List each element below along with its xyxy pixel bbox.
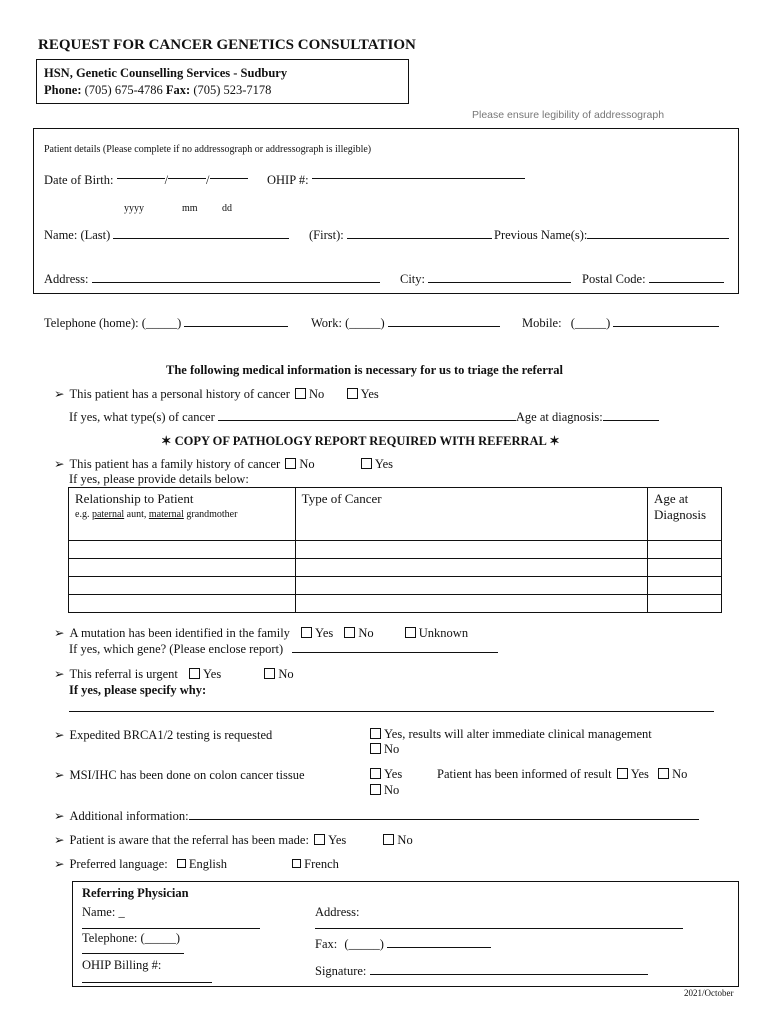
cancer-types-field[interactable]: If yes, what type(s) of cancer Age at diagnosis: [69, 409, 659, 425]
dob-mm-hint: mm [182, 203, 198, 214]
physician-fax-field[interactable]: Fax: (_____) [315, 936, 491, 952]
form-version-date: 2021/October [684, 988, 734, 998]
name-first-field[interactable]: (First): [309, 227, 492, 243]
cancer-type-header: Type of Cancer [295, 488, 647, 541]
physician-name-label: Name: _ [82, 905, 125, 919]
brca-yes-checkbox[interactable] [370, 728, 381, 739]
mutation-question: ➢ A mutation has been identified in the family Yes No Unknown [54, 626, 469, 640]
ohip-label: OHIP #: [267, 173, 309, 187]
physician-telephone-line[interactable] [82, 953, 184, 954]
phone-label: Phone: [44, 83, 82, 97]
legibility-note: Please ensure legibility of addressograph [472, 109, 665, 121]
name-last-field[interactable]: Name: (Last) [44, 227, 289, 243]
fax-label: Fax: [165, 83, 191, 97]
mutation-no-checkbox[interactable] [344, 627, 355, 638]
physician-address-label: Address: [315, 905, 360, 919]
msi-question: ➢ MSI/IHC has been done on colon cancer tissue [54, 768, 305, 782]
informed-question: Patient has been informed of result Yes No [437, 767, 688, 781]
previous-names-field[interactable]: Previous Name(s): [494, 227, 729, 243]
aware-yes-checkbox[interactable] [314, 834, 325, 845]
physician-telephone-field[interactable]: Telephone: (_____) [82, 931, 181, 945]
physician-ohip-label: OHIP Billing #: [82, 958, 162, 972]
urgent-why-line[interactable] [69, 711, 714, 712]
french-checkbox[interactable] [292, 859, 301, 868]
table-row[interactable] [69, 595, 722, 613]
brca-no-option: No [368, 742, 399, 757]
relationship-header: Relationship to Patient e.g. paternal aunt, maternal grandmother [69, 488, 296, 541]
brca-yes-option: Yes, results will alter immediate clinical management [368, 727, 652, 742]
personal-history-question: ➢ This patient has a personal history of cancer No Yes [54, 387, 379, 401]
msi-no-option: No [368, 783, 399, 798]
table-row[interactable] [69, 541, 722, 559]
pathology-note: ✶ COPY OF PATHOLOGY REPORT REQUIRED WITH REFERRAL ✶ [161, 434, 560, 448]
physician-ohip-line[interactable] [82, 982, 212, 983]
msi-yes-checkbox[interactable] [370, 768, 381, 779]
clinic-fax: (705) 523-7178 [193, 83, 272, 97]
address-field[interactable]: Address: [44, 271, 380, 287]
family-details-note: If yes, please provide details below: [69, 472, 249, 486]
dob-yyyy-hint: yyyy [124, 203, 144, 214]
family-history-question: ➢ This patient has a family history of cancer No Yes [54, 457, 394, 471]
physician-address-line[interactable] [315, 928, 683, 929]
patient-details-intro: Patient details (Please complete if no addressograph or addressograph is illegible) [44, 144, 372, 155]
english-checkbox[interactable] [177, 859, 186, 868]
aware-question: ➢ Patient is aware that the referral has been made: Yes No [54, 833, 413, 847]
personal-history-yes-checkbox[interactable] [347, 388, 358, 399]
relationship-example: e.g. paternal aunt, maternal grandmother [75, 509, 238, 520]
mutation-yes-checkbox[interactable] [301, 627, 312, 638]
physician-heading: Referring Physician [82, 886, 189, 900]
postal-code-field[interactable]: Postal Code: [582, 271, 724, 287]
family-history-yes-checkbox[interactable] [361, 458, 372, 469]
dob-dd-hint: dd [222, 203, 232, 214]
urgent-question: ➢ This referral is urgent Yes No [54, 667, 294, 681]
physician-signature-field[interactable]: Signature: [315, 963, 648, 979]
physician-name-line[interactable] [82, 928, 260, 929]
family-history-no-checkbox[interactable] [285, 458, 296, 469]
table-row[interactable] [69, 577, 722, 595]
which-gene-field[interactable]: If yes, which gene? (Please enclose report) [69, 641, 498, 657]
medical-heading: The following medical information is necessary for us to triage the referral [166, 363, 564, 377]
msi-no-checkbox[interactable] [370, 784, 381, 795]
additional-info-field[interactable]: ➢ Additional information: [54, 808, 699, 824]
urgent-no-checkbox[interactable] [264, 668, 275, 679]
family-history-table [68, 487, 722, 613]
urgent-yes-checkbox[interactable] [189, 668, 200, 679]
telephone-work-field[interactable]: Work: (_____) [311, 315, 500, 331]
mutation-unknown-checkbox[interactable] [405, 627, 416, 638]
brca-question: ➢ Expedited BRCA1/2 testing is requested [54, 728, 273, 742]
dob-label: Date of Birth: [44, 173, 114, 187]
city-field[interactable]: City: [400, 271, 571, 287]
clinic-box [36, 59, 409, 104]
age-header: Age at Diagnosis [648, 488, 722, 541]
ohip-field[interactable] [267, 173, 525, 188]
clinic-name: HSN, Genetic Counselling Services - Sudbury [44, 66, 288, 80]
table-row[interactable] [69, 559, 722, 577]
informed-no-checkbox[interactable] [658, 768, 669, 779]
urgent-why-label: If yes, please specify why: [69, 683, 207, 697]
clinic-contact [44, 83, 271, 98]
telephone-home-field[interactable]: Telephone (home): (_____) [44, 315, 288, 331]
form-title: REQUEST FOR CANCER GENETICS CONSULTATION [38, 37, 416, 53]
brca-no-checkbox[interactable] [370, 743, 381, 754]
personal-history-no-checkbox[interactable] [295, 388, 306, 399]
language-question: ➢ Preferred language: English French [54, 857, 339, 871]
dob-field[interactable]: Date of Birth: / / [44, 173, 248, 188]
table-header-row [69, 488, 722, 541]
aware-no-checkbox[interactable] [383, 834, 394, 845]
clinic-phone: (705) 675-4786 [84, 83, 163, 97]
informed-yes-checkbox[interactable] [617, 768, 628, 779]
telephone-mobile-field[interactable]: Mobile: (_____) [522, 315, 719, 331]
msi-yes-option: Yes [368, 767, 402, 782]
